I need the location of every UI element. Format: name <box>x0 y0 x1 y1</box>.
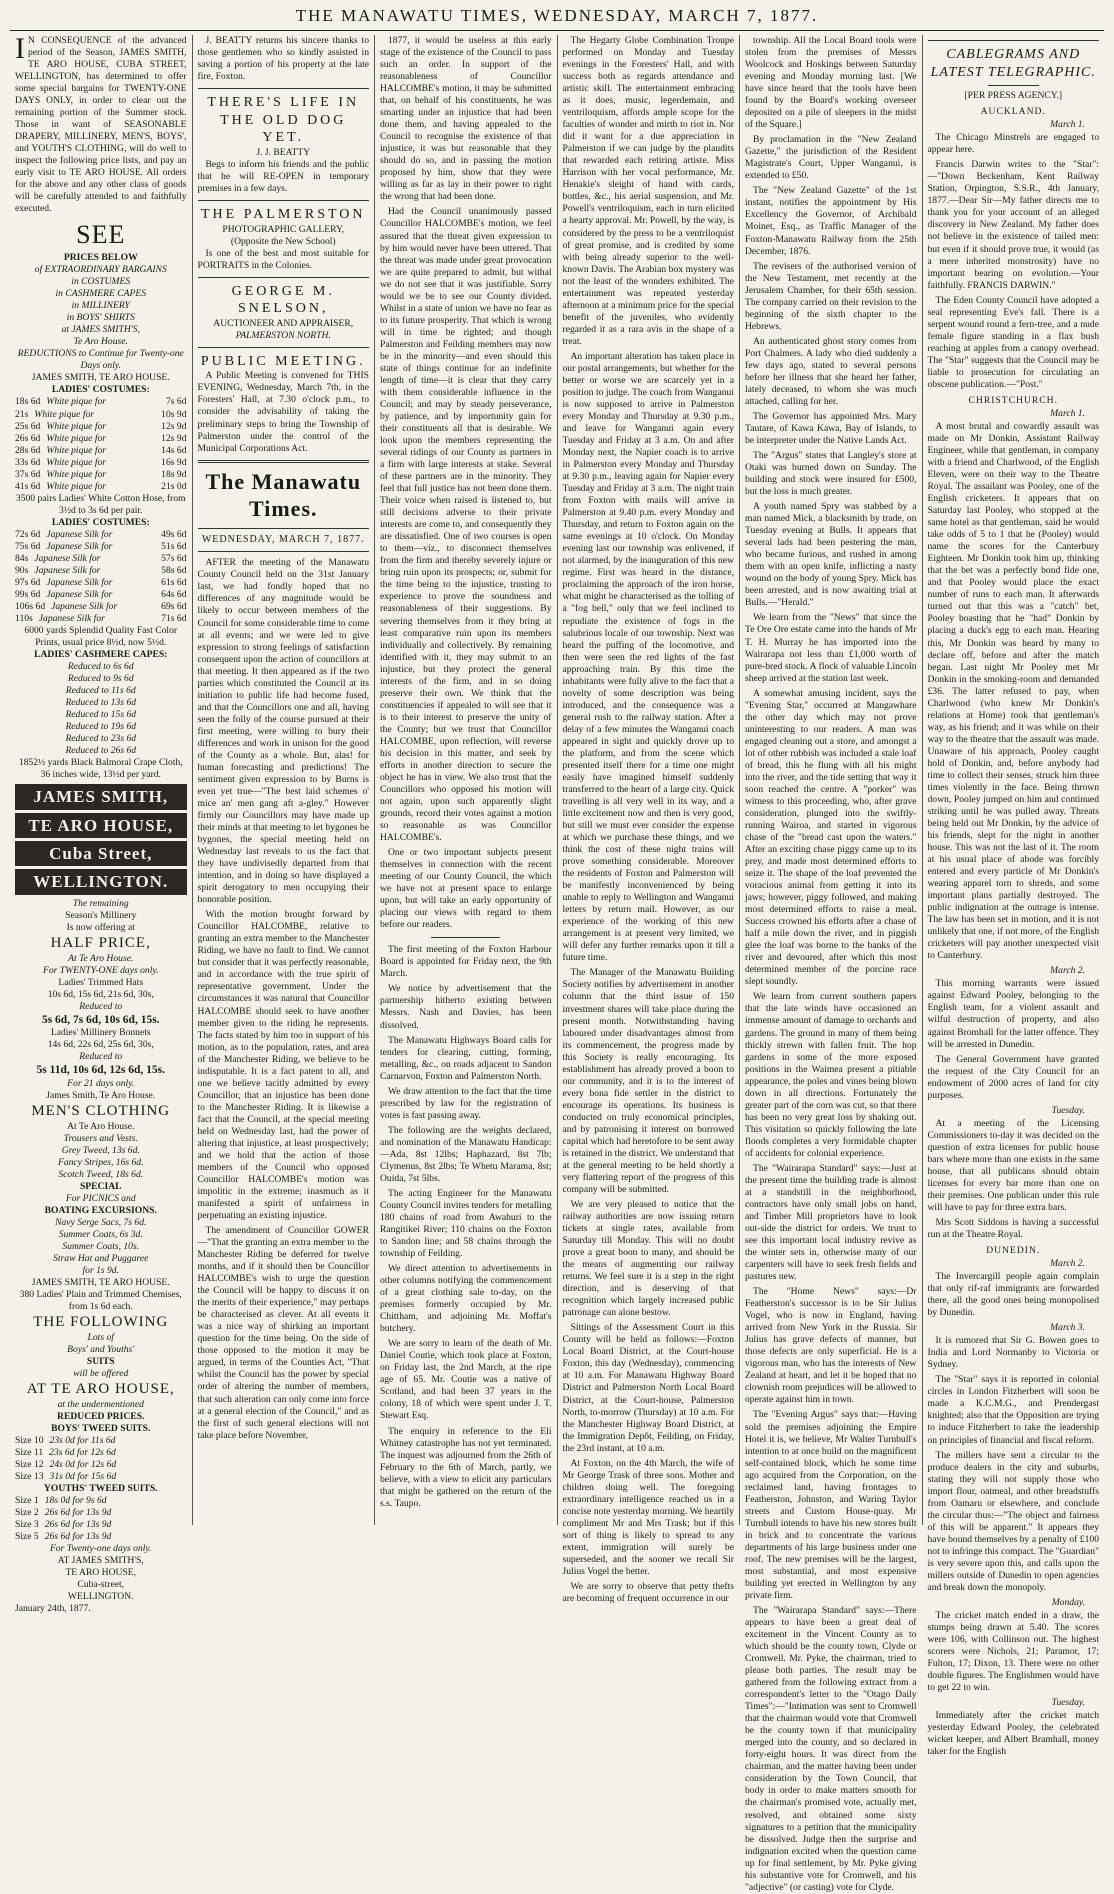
banner: TE ARO HOUSE, <box>15 813 187 838</box>
prints-line: 6000 yards Splendid Quality Fast Color Prints, usual price 8½d, now 5½d. <box>24 625 178 649</box>
cable-sections <box>928 106 1100 1758</box>
boating-item: Summer Coats, 6s 3d. <box>58 1228 143 1240</box>
offered: will be offered <box>73 1368 129 1380</box>
silk-row-cell: 97s 6d <box>15 576 41 588</box>
reduced-to-2: Reduced to <box>79 1051 123 1063</box>
lots: Lots of <box>87 1331 114 1343</box>
pique-row <box>15 396 187 408</box>
leader-paragraph: The amendment of Councillor GOWER—"That the granting an extra member to the Manchester Riding be deferred for twelve months, and if it should then be Councillor HALCOMBE's wish to urge the question the Council will be happy to discuss it on the merits of their experience," may perhaps be characterised as clever. At all events it was a nice way of shirking an important question for the time being. On the side of those opposed to the motion it may be argued, in terms of the Counties Act, "That whilst the Council has the power by special order of altering the number of members, that such alteration can only come into force at a general election of the Council," and as the first of such general elections will not take place before November, <box>197 1225 369 1441</box>
silk-row-cell: 110s <box>15 613 33 625</box>
youths-row-cell: Size 1 <box>15 1495 39 1507</box>
days-only: For Twenty-one days only. <box>49 1543 152 1555</box>
youths-row-cell: 26s 6d for 13s 9d <box>44 1519 112 1531</box>
pique-row <box>15 481 187 493</box>
leader-paragraph: One or two important subjects present themselves in connection with the recent meeting of our County Council, the which we have not at present space to enlarge upon, but will take an early opportunity of placing our views with regard to them before our readers. <box>380 847 552 931</box>
silk-row <box>15 577 187 589</box>
boys-row <box>15 1447 187 1459</box>
boating-item: Straw Hat and Puggaree <box>53 1253 149 1264</box>
pique-row-cell: 25s 6d <box>15 420 41 432</box>
silk-row-cell: Japanese Silk for <box>51 601 118 612</box>
silk-row <box>15 601 187 613</box>
leader-article-continued <box>380 35 552 931</box>
cape-price: Reduced to 26s 6d <box>65 745 137 757</box>
news-paragraph: The following are the weights declared, and nomination of the Manawatu Handicap:—Ada, 8st 12lbs; Haphazard, 8st 7lb; Clymenus, 8st 2lbs; Te Whetu Marama, 8st; Ouida, 7st 5lbs. <box>380 1124 552 1184</box>
boys-youths: Boys' and Youths' <box>67 1344 135 1355</box>
hats-to: 5s 6d, 7s 6d, 10s 6d, 15s. <box>41 1013 160 1026</box>
news-items-col5 <box>745 35 917 1894</box>
cable-entry: Immediately after the cricket match yesterday Edward Pooley, the celebrated wicket keeper, and Albert Bramhall, money taker for the English <box>927 1710 1099 1758</box>
see-heading: SEE <box>76 220 126 250</box>
news-paragraph: The Governor has appointed Mrs. Mary Tautare, of Kawa Kawa, Bay of Islands, to be interpreter under the Native Lands Act. <box>745 410 917 446</box>
pique-row-cell: White pique for <box>46 432 107 444</box>
news-paragraph: The "Home News" says:—Dr Featherston's successor is to be Sir Julius Vogel, who is now in England, having arrived from New York in the Russia. Sir Julius has grave defects of manner, but those defects are only superficial. He is a vigorous man, who has the interests of New Zealand at heart, and let it be hoped that no clownish room prejudices will be allowed to operate against him in town. <box>745 1286 917 1406</box>
leader-article <box>198 557 370 1441</box>
bonnets-from: 14s 6d, 22s 6d, 25s 6d, 30s, <box>47 1039 154 1051</box>
news-paragraph: The Manawatu Highways Board calls for tenders for clearing, cutting, forming, metalling, &c., on roads adjacent to Sandon Carnarvon, Foxton and Palmerston North. <box>380 1034 552 1082</box>
news-paragraph: The "Evening Argus" says that:—Having sold the premises adjoining the Empire Hotel it is, we believe, Mr Walter Turnbull's intention to at once build on the magnificent self-contained block, which he some time ago acquired from the Corporation, on the reclaimed land, having frontages to Featherston, Johnston, and Waring Taylor streets and Custom House-quay. Mr Turnbull intends to have his new stores built in brick and to concentrate the various departments of his large business under one roof. The new premises will be the largest, most substantial, and most expensive building yet erected in Wellington by any private firm. <box>745 1409 917 1601</box>
news-items-col4 <box>563 35 735 1605</box>
silk-row-cell: 72s 6d <box>15 528 41 540</box>
remaining: The remaining <box>72 897 129 909</box>
silk-row-cell: Japanese Silk for <box>38 613 105 625</box>
leader-dateline: WEDNESDAY, MARCH 7, 1877. <box>201 533 365 545</box>
auctioneer: AUCTIONEER AND APPRAISER, <box>213 317 354 329</box>
cable-entry: The Chicago Minstrels are engaged to appear here. <box>927 132 1099 156</box>
news-paragraph: The acting Engineer for the Manawatu County Council invites tenders for metalling 180 chains of road from Awahuri to the Rangitikei River; 110 chains on the Foxton to Sandon line; and 58 chains through the township of Feilding. <box>380 1187 552 1260</box>
mens-item: Scotch Tweed, 18s 6d. <box>58 1168 144 1180</box>
news-paragraph: We learn from the "News" that since the Te Ore Ore estate came into the hands of Mr T. H. Murray he has imported into the Wairarapa not less than £1,000 worth of pure-bred stock. A flock of valuable Lincoln sheep arrived at the station last week. <box>745 612 917 684</box>
crape-line: 1852½ yards Black Balmoral Crape Cloth, 36 inches wide, 13½d per yard. <box>18 757 183 781</box>
youths-row-cell: Size 5 <box>15 1531 39 1543</box>
news-paragraph: The Manager of the Manawatu Building Society notifies by advertisement in another column that the third issue of 150 investment shares will take place during the present month. Notwithstanding having laboured under disadvantages almost from its commencement, the progress made by this Society is really encouraging. Its establishment has already proved a boon to our community, and it is to the interest of every bona fide settler in the district to encourage its operations. Its business is conducted on truly economical principles, and by patronising it interest on borrowed capital which had heretofore to be sent away is retained in the district. We understand that at the general meeting to be held shortly a very flattering report of the progress of this company will be submitted. <box>562 967 734 1195</box>
boys-row <box>15 1459 187 1471</box>
column-4 <box>558 35 741 1604</box>
divider <box>198 200 370 201</box>
leader-paragraph: AFTER the meeting of the Manawatu County Council held on the 31st January last, we had fondly hoped that no differences of any magnitude would be likely to occur between members of the Council for some considerable time to come at all events; and we were led to give expression to strong feelings of satisfaction consequent upon the action of councillors at that meeting. It then appeared as if the two parties which constituted the Council at its initiation to public life had become fused, and that the Councillors one and all, having seen the folly of the course pursued at their first meeting, were willing to bury their differences and work in unison for the good of the County as a whole. But, alas! for human forecasting and predictions! The sentiment given expression to by Burns is even yet true—"The best laid schemes o' mice an' men gang aft a-gley." However firmly our Councillors may have made up their minds at that meeting to let bygones be bygones, the special meeting held on Wednesday last reveals to us the fact that they have undivisedly departed from that intention, and in doing so have displayed a spirit derogatory to men occupying their honorable position. <box>197 557 369 906</box>
silk-row <box>15 541 187 553</box>
ad-intro-text: N CONSEQUENCE of the advanced period of the Season, JAMES SMITH, TE ARO HOUSE, CUBA STREET, WELLINGTON, has determined to offer some special bargains for TWENTY-ONE DAYS ONLY, in order to clear out the remaining portion of the Summer stock. Those in want of SEASONABLE DRAPERY, MILLINERY, MEN'S, BOYS', and YOUTH'S CLOTHING, will do well to inspect the following price lists, and pay an early visit to TE ARO HOUSE. All orders for the above and any other class of goods will be carefully attended to and faithfully executed. <box>15 35 187 215</box>
reduced-to-1: Reduced to <box>79 1000 123 1012</box>
cable-entry: Mrs Scott Siddons is having a successful run at the Theatre Royal. <box>927 1216 1099 1240</box>
youths-row-cell: 26s 6d for 13s 9d <box>44 1507 112 1519</box>
pique-row-cell: White pique for <box>46 444 107 456</box>
pique-row <box>15 409 187 421</box>
news-paragraph: At Foxton, on the 4th March, the wife of Mr George Trask of three sons. Mother and children doing well. The foregoing extraordinary intelligence reached us in a concise note yesterday morning. We heartily compliment Mr and Mrs Trask; but if this sort of thing is likely to spread to any extent, immigration will surely be superseded, and the sooner we recall Sir Julius Vogel the better. <box>562 1457 734 1577</box>
boys-row-cell: Size 13 <box>15 1471 44 1483</box>
youths-row <box>15 1495 187 1507</box>
pique-row-cell: 7s 6d <box>165 396 187 408</box>
pique-row <box>15 469 187 481</box>
cable-date: Tuesday. <box>1051 1104 1085 1116</box>
cape-price: Reduced to 11s 6d <box>65 685 136 697</box>
pique-row-cell: White pique for <box>46 480 107 492</box>
news-paragraph: An authenticated ghost story comes from Port Chalmers. A lady who died suddenly a few days ago, stated to several persons before her illness that she heard her father, lately deceased, to whom she was much attached, calling for her. <box>745 335 917 407</box>
palmerston-location: (Opposite the New School) <box>230 235 336 247</box>
youths-row-cell: Size 3 <box>15 1519 39 1531</box>
silk-row-cell: 61s 6d <box>161 576 187 588</box>
boating-item: for 1s 9d. <box>82 1265 119 1277</box>
divider <box>928 40 1100 41</box>
silk-row-cell: 64s 6d <box>161 588 187 600</box>
news-paragraph: The "Argus" states that Langley's store at Otaki was burned down on Sunday. The building and stock were insured for £500, but the loss is much greater. <box>745 450 917 498</box>
special: SPECIAL <box>79 1180 122 1192</box>
cable-date: March 1. <box>1050 119 1085 131</box>
pique-row-cell: 16s 9d <box>161 456 187 468</box>
at-under: at the undermentioned <box>57 1398 144 1410</box>
pique-price-list <box>15 396 187 492</box>
jst-line-3: JAMES SMITH, TE ARO HOUSE. <box>31 1277 170 1289</box>
news-items-col3 <box>380 944 552 1509</box>
cable-entry: Francis Darwin writes to the "Star":—"Down Beckenham, Kent Railway Station, Orpington, S.S.R., 4th January, 1877.—Dear Sir—My father directs me to thank you for your account of an alleged discovery in New Zealand. My father does not believe in the existence of tailed men: but even if it should prove true, it would (as a mere inherited monstrosity) have no important bearing on evolution.—Your faithfully. FRANCIS DARWIN." <box>927 159 1099 291</box>
leader-paragraph: With the motion brought forward by Councillor HALCOMBE, relative to granting an extra member to the Manchester Riding, we have no fault to find. We cannot but consider that it was perfectly reasonable, and in accordance with the true spirit of representative government. Under the circumstances it was natural that Councillor HALCOMBE should seek to have another member given to the riding he represents. The facts stated by him too in support of his motion, as to the population, rates, and area of the Manchester Riding, we believe to be indisputable. It is a fact patent to all, and one we believe tacitly admitted by every Councillor, that an injustice has been done to the Manchester Riding. It is likewise a fact that the Council, at the special meeting held on Wednesday last, had the power of altering that injustice, at least prospectively; and we hold that the action of those members of the Council who opposed Councillor HALCOMBE's motion was impolitic in the extreme; inasmuch as it manifested a spirit of unfairness in perpetuating an existing injustice. <box>197 909 369 1222</box>
pique-row <box>15 421 187 433</box>
column-1-advertisement <box>10 32 193 1615</box>
news-paragraph: Sittings of the Assessment Court in this County will be held as follows:—Foxton Local Board District, at the Court-house Foxton, this day (Wednesday), commencing at 10 a.m. For Manawatu Highway Board District and Palmerston North Local Board District, at the Court-house, Palmerston North, to-morrow (Thursday) at 10 a.m. For the Manchester Highway Board District, at the Immigration Depôt, Feilding, on Friday, the 23rd instant, at 10 a.m. <box>562 1322 734 1454</box>
palmerston-text: Is one of the best and most suitable for PORTRAITS in the Colonies. <box>197 247 369 271</box>
news-paragraph: We are sorry to observe that petty thefts are becoming of frequent occurrence in our <box>562 1580 734 1604</box>
public-meeting-text: A Public Meeting is convened for THIS EVENING, Wednesday, March 7th, in the Foresters' Hall, at 7.30 o'clock p.m., to consider the advisability of taking the preliminary steps to bring the Township of Palmerston under the control of the Municipal Corporations Act. <box>197 370 369 454</box>
prices-below: PRICES BELOW <box>63 252 138 264</box>
pique-row-cell: 33s 6d <box>15 456 41 468</box>
at-jst: AT JAMES SMITH'S, <box>57 1555 144 1567</box>
pique-row-cell: White pique for <box>34 408 95 420</box>
boating-items <box>15 1217 187 1277</box>
boys-row <box>15 1471 187 1483</box>
silk-row-cell: 106s 6d <box>15 601 46 612</box>
twenty-one-days: For TWENTY-ONE days only. <box>43 964 159 976</box>
cable-entry: The millers have sent a circular to the produce dealers in the city and suburbs, stating they will not supply those who import flour, oatmeal, and other breadstuffs from Oamaru or elsewhere, and conclude the circular thus:—"The object and fairness of this will be apparent." It appears they have bound themselves by a penalty of £100 not to infringe this compact. The "Guardian" is very severe upon this, and calls upon the millers outside of Dunedin to open agencies and break down the monopoly. <box>927 1449 1100 1593</box>
news-paragraph: A youth named Spry was stabbed by a man named Mick, a blacksmith by trade, on Tuesday evening at Bulls. It appears that several lads had been pestering the man, who became furious, and rushed in among them with an open knife, inflicting a nasty wound on the body of young Spry. Mick has been arrested, and is now awaiting trial at Bulls.—"Herald." <box>745 501 917 609</box>
boating: BOATING EXCURSIONS. <box>44 1204 157 1216</box>
reduced-prices: REDUCED PRICES. <box>57 1410 145 1422</box>
pique-row <box>15 457 187 469</box>
silk-row-cell: Japanese Silk for <box>46 588 113 600</box>
silk-row <box>15 565 187 577</box>
news-paragraph: We notice by advertisement that the partnership hitherto existing between Messrs. Nash and Davies, has been dissolved. <box>380 983 552 1031</box>
palmerston-north: PALMERSTON NORTH. <box>235 329 331 341</box>
ladies-costumes-heading-2: LADIES' COSTUMES: <box>51 516 150 528</box>
pique-row-cell: 28s 6d <box>15 444 41 456</box>
silk-row <box>15 613 187 625</box>
news-paragraph: We learn from current southern papers that the late winds have occasioned an immense amount of damage to orchards and gardens. The ground in many of them being thickly strewn with fallen fruit. The hop gardens in some of the more exposed positions in the Waimea present a pitiable appearance, the poles and vines being blown down in all directions. Fortunately the greater part of the corn was cut, so that there has been no very great loss by shaking out. This visitation so quickly following the late floods completes a very formidable chapter of accidents for colonial experience. <box>745 991 917 1159</box>
youths-row <box>15 1531 187 1543</box>
news-paragraph: We are very pleased to notice that the railway authorities are now issuing return tickets at single rates, available from Saturday till Monday. This will no doubt prove a great boon to many, and should be the means of augmenting our railway returns. We feel sure it is a step in the right direction, and is deserving of that recognition which largely increased public patronage can alone bestow. <box>562 1199 734 1319</box>
pique-row-cell: White pique for <box>46 420 107 432</box>
mens-item: Grey Tweed, 13s 6d. <box>61 1144 140 1156</box>
cable-entry: It is rumored that Sir G. Bowen goes to India and Lord Normanby to Victoria or Sydney. <box>927 1335 1099 1371</box>
news-paragraph: We are sorry to learn of the death of Mr. Daniel Coutie, which took place at Foxton, on Friday last, the 2nd March, at the ripe age of 65. Mr. Coutie was a native of Scotland, and had been 37 years in the colony, 18 of which were spent under J. T. Stewart Esq. <box>380 1338 552 1422</box>
bargain-line: at JAMES SMITH'S, <box>61 324 141 336</box>
pique-row-cell: 12s 9d <box>161 432 187 444</box>
column-3 <box>375 35 558 1525</box>
boys-row <box>15 1435 187 1447</box>
boys-row-cell: Size 10 <box>15 1435 44 1446</box>
half-price: HALF PRICE, <box>50 934 151 951</box>
divider <box>198 528 370 529</box>
leader-paragraph: 1877, it would be useless at this early stage of the existence of the Council to pass such an order. In support of the reasonableness of Councillor HALCOMBE's motion, it may be submitted that, on behalf of his constituents, he was smarting under an injustice that had been done them, and having appealed to the Council to recognise the existence of that injustice, it was but reasonable that they should do so, and in passing the motion proposed by him, show that they were willing as far as lay in their power to right the wrong that had been done. <box>380 35 552 203</box>
boys-row-cell: Size 11 <box>15 1447 44 1459</box>
divider <box>198 347 370 348</box>
youths-rows <box>15 1495 187 1543</box>
reductions: REDUCTIONS to Continue for Twenty-one Days only. <box>17 348 184 372</box>
silk-row-cell: 51s 6d <box>161 540 187 552</box>
news-paragraph: The enquiry in reference to the Eli Whitney catastrophe has not yet terminated. The inquest was adjourned from the 26th of February to the 6th of March, partly, we believe, with a view to elicit any particulars that might be gathered on the return of the s.s. Taupo. <box>380 1425 552 1509</box>
boys-row-cell: 31s 0d for 15s 6d <box>49 1471 117 1483</box>
ad-intro <box>15 32 187 215</box>
news-paragraph: We draw attention to the fact that the time prescribed by law for the registration of votes is fast passing away. <box>380 1085 552 1121</box>
banner: JAMES SMITH, <box>15 784 187 809</box>
at-te-aro-house: AT TE ARO HOUSE, <box>26 1381 175 1398</box>
bargains-list <box>15 264 187 348</box>
column-5 <box>740 35 923 1893</box>
hats-heading: Ladies' Trimmed Hats <box>58 976 144 988</box>
james-smith-banners <box>15 784 187 894</box>
cape-price: Reduced to 19s 6d <box>65 721 137 733</box>
pique-row-cell: 37s 6d <box>15 468 41 480</box>
beatty-notice: Begs to inform his friends and the public that he will RE-OPEN in temporary premises in a few days. <box>197 158 369 194</box>
bargain-line: in COSTUMES <box>71 276 131 288</box>
cable-date: March 2. <box>1050 965 1085 977</box>
public-meeting-heading: PUBLIC MEETING. <box>200 353 366 369</box>
news-paragraph: The Hegarty Globe Combination Troupe performed on Monday and Tuesday evenings in the Foresters' Hall, and with success both as regards attendance and artistic skill. The entertainment embracing as it does, music, legerdemain, and ventriloquism, affords ample scope for the faculties of wonder and mirth to riot in. Nor did it want for a due appreciation in Palmerston if we can judge by the plaudits that rewarded each retiring artiste. Miss Harrison with her vocal performance, Mr. Henakie's sleight of hand with cards, bottles, &c., his aerial suspension, and Mr. Powell's ventriloquism, each in turn elicited a hearty approval. Mr. Powell, by the way, is considered by the press to be a ventriloquist of great promise, and is credited by some with being already superior to the well-known Davis. The Arabian box mystery was not the least of the wonders exhibited. The entertainment was repeated yesterday afternoon at a minimum price for the special benefit of the juveniles, who evidently regarded it as a rara avis in the shape of a treat. <box>562 35 734 347</box>
silk-row-cell: 58s 6d <box>161 564 187 576</box>
silk-row-cell: 71s 6d <box>161 613 187 625</box>
snelson-heading: GEORGE M. SNELSON, <box>231 283 335 317</box>
capes-list <box>15 661 187 757</box>
beatty-thanks: J. BEATTY returns his sincere thanks to those gentlemen who so kindly assisted in saving a portion of his property at the late fire, Foxton. <box>197 35 369 83</box>
bargain-line: in MILLINERY <box>71 300 130 312</box>
life-heading: THERE'S LIFE IN THE OLD DOG YET. <box>207 95 360 146</box>
silk-row-cell: Japanese Silk for <box>34 564 101 576</box>
wellington: WELLINGTON. <box>67 1591 134 1603</box>
chemises: 380 Ladies' Plain and Trimmed Chemises, from 1s 6d each. <box>19 1289 182 1313</box>
cable-date: March 1. <box>1050 407 1085 419</box>
youths-tweed-heading: YOUTHS' TWEED SUITS. <box>43 1483 158 1495</box>
pique-row <box>15 445 187 457</box>
boating-item: Navy Serge Sacs, 7s 6d. <box>55 1216 147 1228</box>
cable-entry: A most brutal and cowardly assault was made on Mr Donkin, Assistant Railway Engineer, while that gentleman, in company with a friend and Charlwood, of the English Eleven, were on their way to the Theatre Royal. The assailant was Pooley, one of the English cricketers. It appears that on Saturday last Pooley, who stopped at the same hotel as that gentleman, said he would take odds of 5 to 1 that he (Pooley) would name the scores for the Canterbury Eighteen. Mr Donkin took him up, thinking that the bet was a perfectly bond fide one, and that Pooley would place the exact number of runs to each man. It afterwards turned out that this was a "catch" bet, Pooley boasting that he "had" Donkin by placing a duck's egg to each man. Hearing this, Mr Donkin was heard by many to declare off, before and after the match began. Last night Mr Pooley met Mr Donkin in the smoking-room and demanded £36. The latter refused to pay, when Charlwood (who knew Mr Donkin's relations at Home) took that gentleman's way, as his friend; and it was while on their way to the theatre that the assault was made. Unaware of his approach, Pooley caught hold of Donkin, and, before anybody had time to collect their senses, struck him three times violently in the face. Being thrown down, Pooley jumped on him and continued striking until he was pulled away. Threats being held out Mr Donkin, by the advice of his friends, slept for the night in another house. This was not the last of it. The room at his usual place of abode was forcibly entered and every particle of Mr Donkin's wearing apparel torn to shreds, and some important plans partially destroyed. The public indignation at the outrage is intense. The law has been set in motion, and it is not unlikely that one, if not more, of the English cricketers will pay another unexpected visit to Canterbury. <box>927 420 1099 962</box>
news-paragraph: By proclamation in the "New Zealand Gazette," the jurisdiction of the Resident Magistrate's Court, Upper Wanganui, is extended to £50. <box>745 134 917 182</box>
news-paragraph: An important alteration has taken place in our postal arrangements, but whether for the better or worse we are scarcely yet in a position to judge. The coach from Wanganui is now supposed to arrive in Palmerston every Monday and Thursday at 9.30 p.m., and leave for Wanganui again every Tuesday and Friday at 3 a.m. On and after Monday next, the Napier coach is to arrive in Palmerston every Monday and Thursday at 9.30 p.m., leaving again for Napier every Tuesday and Friday at 3 a.m. The night train from Foxton with mails will arrive in Palmerston at 9.40 p.m. every Monday and Thursday, and return to Foxton again on the same evenings at 10 o'clock. On Monday evening last our township was enlivened, if not alarmed, by the inauguration of this new regime. First was heard in the distance, proclaiming the approach of the iron horse, what might be characterised as the tolling of a "fog bell," only that we feel inclined to repudiate the existence of fogs in the salubrious locale of our township. Next was heard the puffing of the locomotive, and then were seen the red lights of the fast approaching train. By this time the inhabitants were fully alive to the fact that a novelty of some description was being introduced, and the consequence was a general rush to the railway station. After a delay of a few minutes the Wanganui coach appeared in sight and quickly drove up to the platform, and from the scene which presented itself there for a time one might easily have imagined himself suddenly transferred to the heart of a large city. Quick travelling is all very well in its way, and a little excitement now and then is very good, but still we must ever consider the expense at which we purchase these things, and we think the cost of these night trains will prove something considerable. Moreover the residents of Foxton and Palmerston will be manifestly inconvenienced by being unable to reply to Wellington and Wanganui letters by return mail. However, as our experience of the working of this new arrangement is at present very limited, we will defer any further remarks upon it till a future time. <box>562 350 734 964</box>
palmerston-sub: PHOTOGRAPHIC GALLERY, <box>222 223 345 235</box>
silk-row-cell: Japanese Silk for <box>46 540 113 552</box>
mens-at: At Te Aro House. <box>67 1120 135 1132</box>
news-paragraph: The "Wairarapa Standard" says:—There appears to have been a great deal of excitement in the Vincent County as to which should be the county town, Clyde or Cromwell. Mr. Pyke, the chairman, tried to please both parties. The result may be gathered from the following extract from a correspondent's letter to the "Otago Daily Times":—"Intimation was sent to Cromwell that the chairman would vote that Cromwell be the county town if that municipality merged into the county, and so declared in forty-eight hours. It was direct from the chairman, and the matter having been under consideration by the Town Council, that body in order to make matters smooth for the chairman's promised vote, actually met, resolved, and obtained some sixty signatures to a petition that the municipality be dissolved. Judge then the surprise and indignation excited when the question came up for final settlement, by Mr. Pyke giving his substantive vote for Cromwell, and his "adjective" (or casting) vote for Clyde. <box>745 1604 917 1893</box>
news-paragraph: The "New Zealand Gazette" of the 1st instant, notifies the appointment by His Excellency the Governor, of Archibald Moinet, Esq., as Traffic Manager of the Foxton-Manawatu Railway from the 25th December, 1876. <box>745 185 917 257</box>
news-paragraph: A somewhat amusing incident, says the "Evening Star," occurred at Mangawhare the other day which may not prove uninteresting to our readers. A man was engaged cleaning out a store, and amongst a lot of other rubbish was included a stale loaf of bread, this he flung with all his might into the river, and the tide setting that way it soon reached the centre. A "porker" was witness to this proceeding, who, after grave consideration, plunged into the swiftly-running Wairoa, and started in vigorous chase of the "bread cast upon the waters." After an exciting chase piggy came up to its prey, and made most determined efforts to seize it. The shape of the loaf prevented the voracious animal from getting it into its jaws; however, piggy followed, and making most determined efforts to raise a meal. Success crowned his efforts after a chase of half a mile down the river, and in piggish glee the loaf was borne to the banks of the river and devoured, after which this most determined member of the porcine race slept soundly. <box>745 687 917 988</box>
boating-item: Summer Coats, 10s. <box>62 1240 140 1252</box>
banner: WELLINGTON. <box>15 869 187 894</box>
cape-price: Reduced to 13s 6d <box>65 697 137 709</box>
divider <box>198 88 370 89</box>
at-te-aro: At Te Aro House. <box>68 952 134 964</box>
divider <box>198 551 370 552</box>
pique-row-cell: 21s <box>15 408 29 420</box>
ad-date: January 24th, 1877. <box>15 1603 91 1615</box>
cablegrams-title: CABLEGRAMS AND LATEST TELEGRAPHIC. <box>930 47 1096 80</box>
pique-row-cell: White pique for <box>46 396 107 408</box>
cotton-hose: 3500 pairs Ladies' White Cotton Hose, from 3½d to 3s 6d per pair. <box>15 492 186 516</box>
silk-row <box>15 529 187 541</box>
pique-row-cell: 12s 9d <box>161 420 187 432</box>
silk-row-cell: 49s 6d <box>161 528 187 540</box>
cable-date: Monday. <box>1051 1596 1085 1608</box>
cable-place: AUCKLAND. <box>980 106 1046 118</box>
te-aro: TE ARO HOUSE, <box>65 1567 137 1579</box>
youths-row <box>15 1519 187 1531</box>
news-paragraph: township. All the Local Board tools were stolen from the premises of Messrs Woolcock and Hoskings between Saturday evening and Monday morning last. [We have since heard that the tools have been found by the Board's working overseer deposited on a pile of sleepers in the midst of the Square.] <box>745 35 917 131</box>
news-paragraph: We direct attention to advertisements in other columns notifying the commencement of a great clothing sale to-day, on the premises formerly occupied by Mr. Chittham, and adjoining Mr. Moffat's butchery. <box>380 1263 552 1335</box>
jst-line-2: James Smith, Te Aro House. <box>46 1089 156 1101</box>
cuba: Cuba-street, <box>77 1579 125 1591</box>
silk-row-cell: Japanese Silk for <box>46 576 113 588</box>
pique-row-cell: White pique for <box>46 456 107 468</box>
leader-paragraph: Had the Council unanimously passed Councillor HALCOMBE's motion, we feel assured that the threat given expression to by him would never have been uttered. That the threat was made under great provocation we are quite prepared to admit, but withal we do not see that it was justifiable. Sorry would we be to see our County divided. Whilst in a state of union we have no fear as to its future prosperity. That which is wrong will in time be righted; and though Palmerston and Feilding members may now be in the minority—and even should this state of things continue for an indefinite length of time—it is clear that they carry with them considerable influence in the Council; and may by steady perseverance, by patience, and by importunity gain for their constituents all that is desirable. We look upon the members representing the several ridings of our County as partners in a firm with large interests at stake. Several of these partners are in the minority. They feel that full justice has not been done them. Their voice when raised is listened to, but still decisions adverse to their private interests are come to, and consequently they are dissatisfied. One of two courses is open to them—viz., to disconnect themselves from the firm and thereby severely injure or bring ruin upon its prospects; or, submit for the time being to the injustice, trusting to experience to prove the soundness and reasonableness of their suggestions. By severing themselves from it they bring at least comparative ruin upon its members individually and collectively. By remaining identified with it, they may submit to an injustice, but they protect the general interests of the firm, and in so doing preserve their own. We think that the constituencies if appealed to will see that it is to their interest to preserve the unity of the County; but we trust that Councillor HALCOMBE, upon reflection, will reverse his decision in this matter, and seek by efforts in another direction to secure the object he has in view. We also trust that the Councillors who opposed his motion will not again, upon such apparently slight grounds, record their votes against a motion so reasonable as was Councillor HALCOMBE's. <box>380 206 552 844</box>
silk-row <box>15 553 187 565</box>
silk-price-list <box>15 529 187 625</box>
news-paragraph: The first meeting of the Foxton Harbour Board is appointed for Friday next, the 9th March. <box>380 944 552 980</box>
bargain-line: in BOYS' SHIRTS <box>66 312 135 324</box>
boys-tweed-heading: BOYS' TWEED SUITS. <box>51 1422 151 1434</box>
boys-rows <box>15 1435 187 1483</box>
masthead: THE MANAWATU TIMES, WEDNESDAY, MARCH 7, 1877. <box>10 6 1104 31</box>
boys-row-cell: 23s 6d for 12s 6d <box>49 1447 116 1459</box>
youths-row-cell: 18s 0d for 9s 6d <box>44 1495 107 1507</box>
pique-row-cell: 21s 0d <box>161 480 187 492</box>
palmerston-heading: THE PALMERSTON <box>200 206 366 222</box>
cable-entry: At a meeting of the Licensing Commissioners to-day it was decided on the question of extra licenses for public house bars where more than one exists in the same house, that all publicans should obtain licenses for every bar more than one on their premises. One publican under this rule will have to pay for three extra bars. <box>927 1117 1099 1213</box>
cape-price: Reduced to 15s 6d <box>65 709 137 721</box>
news-paragraph: The "Wairarapa Standard" says:—Just at the present time the building trade is almost at a standstill in the neighborhood, contractors have only small jobs on hand, and Timber Mill proprietors have to look out-side the district for orders. We trust to see this important local industry revive as the winter sets in, otherwise many of our carpenters will have to seek fresh fields and pastures new. <box>745 1162 917 1283</box>
columns <box>10 32 1104 1893</box>
silk-row-cell: Japanese Silk for <box>34 552 101 564</box>
cable-date: Tuesday. <box>1051 1697 1085 1709</box>
banner: Cuba Street, <box>15 841 187 866</box>
column-6-telegrams <box>923 35 1105 1758</box>
pique-row-cell: White pique for <box>46 468 107 480</box>
divider <box>431 937 500 938</box>
pique-row-cell: 18s 6d <box>15 396 41 408</box>
silk-row-cell: 84s <box>15 552 29 564</box>
divider <box>198 277 370 278</box>
pique-row <box>15 433 187 445</box>
cable-entry: The "Star" says it is reported in colonial circles in London Fitzherbert will soon be made a K.C.M.G., and Prendergast knighted; also that the Opposition are trying to induce Fitzherbert to take the leadership on principles of financial and fiscal reform. <box>927 1374 1099 1446</box>
mens-item: Fancy Stripes, 16s 6d. <box>57 1156 144 1168</box>
paper-title: The Manawatu Times. <box>205 468 362 522</box>
cable-place: DUNEDIN. <box>986 1245 1041 1257</box>
silk-row-cell: 57s 6d <box>161 552 187 564</box>
cable-entry: This morning warrants were issued against Edward Pooley, belonging to the English team, for a violent assault and wilful destruction of property, and also against Bromhall for the latter offence. They will be arrested in Dunedin. <box>927 978 1099 1050</box>
mens-items <box>15 1133 187 1181</box>
pique-row-cell: 14s 6d <box>161 444 187 456</box>
silk-row-cell: 75s 6d <box>15 540 41 552</box>
beatty-name: J. J. BEATTY <box>256 146 311 158</box>
days-21: For 21 days only. <box>67 1077 135 1089</box>
following: THE FOLLOWING <box>33 1314 169 1331</box>
bargain-line: in CASHMERE CAPES <box>55 288 147 300</box>
youths-row <box>15 1507 187 1519</box>
silk-row <box>15 589 187 601</box>
seasons-millinery: Season's Millinery <box>65 909 137 921</box>
suits: SUITS <box>86 1356 115 1368</box>
cape-price: Reduced to 9s 6d <box>67 673 134 685</box>
news-paragraph: The revisers of the authorised version of the New Testament, met recently at the Jerusalem Chamber, for their 65th session. The company carried on their revision to the beginning of the sixth chapter to the Hebrews. <box>745 260 917 332</box>
boys-row-cell: Size 12 <box>15 1459 44 1471</box>
silk-row-cell: 90s <box>15 564 29 576</box>
cable-entry: The cricket match ended in a draw, the stumps being drawn at 5.40. The scores were 106, with Collinson out. The highest scorers were Nichols, 21; Paramor, 17; Fulton, 17; Dixon, 13. There were no other double figures. The Englishmen would have to get 22 to win. <box>927 1609 1099 1694</box>
column-2 <box>193 35 376 1525</box>
bargain-line: Te Aro House. <box>73 336 128 348</box>
pique-row-cell: 26s 6d <box>15 432 41 444</box>
pique-row-cell: 18s 9d <box>161 468 187 480</box>
divider <box>198 460 370 463</box>
cable-entry: The Invercargill people again complain that only rif-raf immigrants are forwarded there, all the good ones being monopolised by Dunedin. <box>927 1271 1099 1319</box>
press-agency: [PER PRESS AGENCY.] <box>964 90 1063 102</box>
silk-row-cell: 99s 6d <box>15 588 41 600</box>
boys-row-cell: 23s 0d for 11s 6d <box>49 1435 116 1446</box>
pique-row-cell: 10s 9d <box>161 408 187 420</box>
cable-date: March 2. <box>1050 1258 1085 1270</box>
silk-row-cell: 69s 6d <box>161 601 187 612</box>
mens-item: Trousers and Vests. <box>63 1132 138 1144</box>
youths-row-cell: 26s 6d for 13s 9d <box>44 1531 112 1543</box>
cable-entry: The Eden County Council have adopted a seal representing Eve's fall. There is a serpent wound round a fern-tree, and a nude female figure standing in a flax bush reaching at apples from a canopy overhead. The "Star" suggests that the Council may be liable to prosecution for circulating an obscene publication.—"Post." <box>927 294 1099 390</box>
bonnets-heading: Ladies' Millinery Bonnets <box>50 1027 151 1039</box>
capes-heading: LADIES' CASHMERE CAPES: <box>34 649 168 661</box>
cable-entry: The General Government have granted the request of the City Council for an endowment of 2000 acres of land for city purposes. <box>927 1053 1099 1101</box>
dropcap-i: I <box>15 32 25 65</box>
jst-line: JAMES SMITH, TE ARO HOUSE. <box>31 372 170 384</box>
bargain-line: of EXTRAORDINARY BARGAINS <box>34 264 167 276</box>
mens-clothing: MEN'S CLOTHING <box>31 1102 171 1119</box>
boys-row-cell: 24s 0d for 12s 6d <box>49 1459 117 1471</box>
youths-row-cell: Size 2 <box>15 1507 39 1519</box>
ladies-costumes-heading: LADIES' COSTUMES: <box>51 384 150 396</box>
pique-row-cell: 41s 6d <box>15 480 41 492</box>
cable-place: CHRISTCHURCH. <box>968 394 1058 406</box>
cape-price: Reduced to 6s 6d <box>67 661 134 673</box>
bonnets-to: 5s 11d, 10s 6d, 12s 6d, 15s. <box>36 1064 165 1077</box>
cape-price: Reduced to 23s 6d <box>65 733 137 745</box>
cable-date: March 3. <box>1050 1322 1085 1334</box>
silk-row-cell: Japanese Silk for <box>46 528 113 540</box>
divider <box>988 85 1039 86</box>
hats-from: 10s 6d, 15s 6d, 21s 6d, 30s, <box>47 988 154 1000</box>
picnics: For PICNICS and <box>65 1192 136 1204</box>
offering: Is now offering at <box>66 921 135 933</box>
